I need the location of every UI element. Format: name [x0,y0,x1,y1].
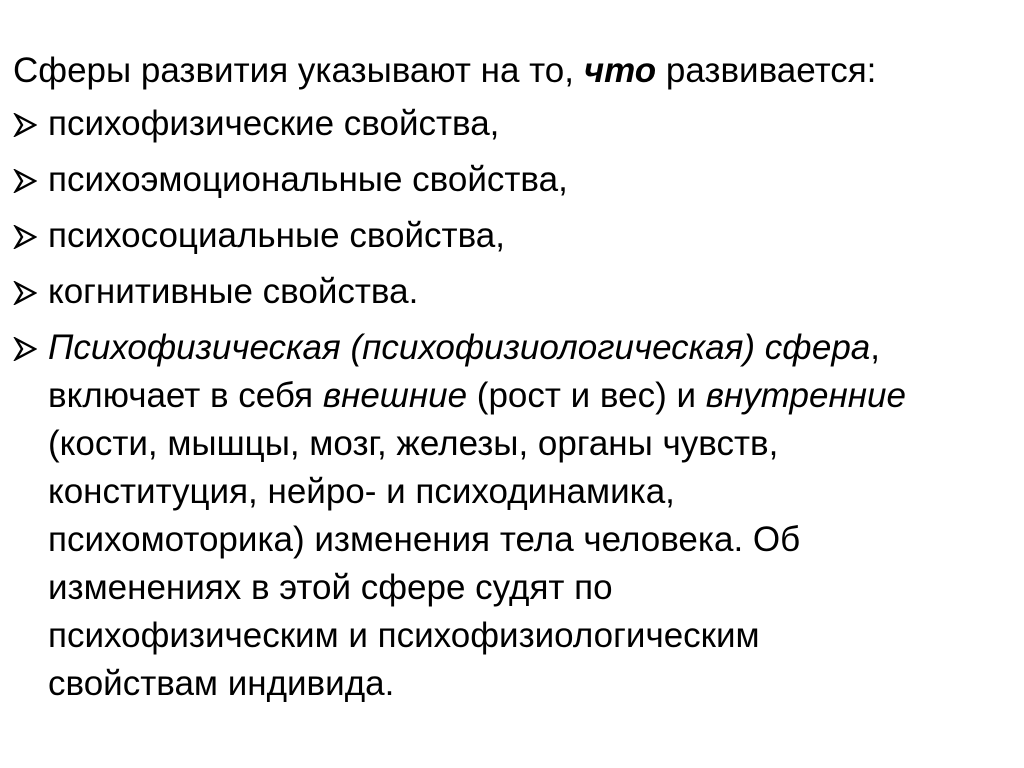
line-text: (рост и вес) и [467,376,706,415]
bullet-list [13,100,1024,716]
paragraph-line [48,324,1024,372]
arrowhead-bullet-icon [13,281,37,305]
arrowhead-bullet-icon [13,169,37,193]
bullet-item-psychophysical [13,324,1024,708]
intro-text-before: Сферы развития указывают на то, [13,51,584,90]
line-text: включает в себя [48,376,323,415]
paragraph-line: психомоторика) изменения тела человека. Об [48,520,801,559]
bullet-item [13,100,1024,148]
intro-emphasis: что [583,51,657,90]
arrowhead-bullet-icon [13,337,37,361]
bullet-text: психофизические свойства, [48,104,500,143]
bullet-item [13,268,1024,316]
arrowhead-bullet-icon [13,113,37,137]
paragraph-line [48,372,1024,420]
bullet-item [13,156,1024,204]
bullet-text: когнитивные свойства. [48,272,419,311]
external-term: внешние [322,376,468,415]
paragraph-line: свойствам индивида. [48,664,395,703]
bullet-item [13,212,1024,260]
intro-line [13,46,876,96]
punctuation: , [870,328,880,367]
sphere-term: Психофизическая (психофизиологическая) сфера [48,328,871,367]
arrowhead-bullet-icon [13,225,37,249]
internal-term: внутренние [705,376,906,415]
paragraph-line: (кости, мышцы, мозг, железы, органы чувств, [48,424,779,463]
paragraph-line: изменениях в этой сфере судят по [48,568,613,607]
intro-text-after: развивается: [656,51,877,90]
paragraph-line: психофизическим и психофизиологическим [48,616,760,655]
bullet-text: психосоциальные свойства, [48,216,505,255]
paragraph-line: конституция, нейро- и психодинамика, [48,472,675,511]
bullet-text: психоэмоциональные свойства, [48,160,568,199]
